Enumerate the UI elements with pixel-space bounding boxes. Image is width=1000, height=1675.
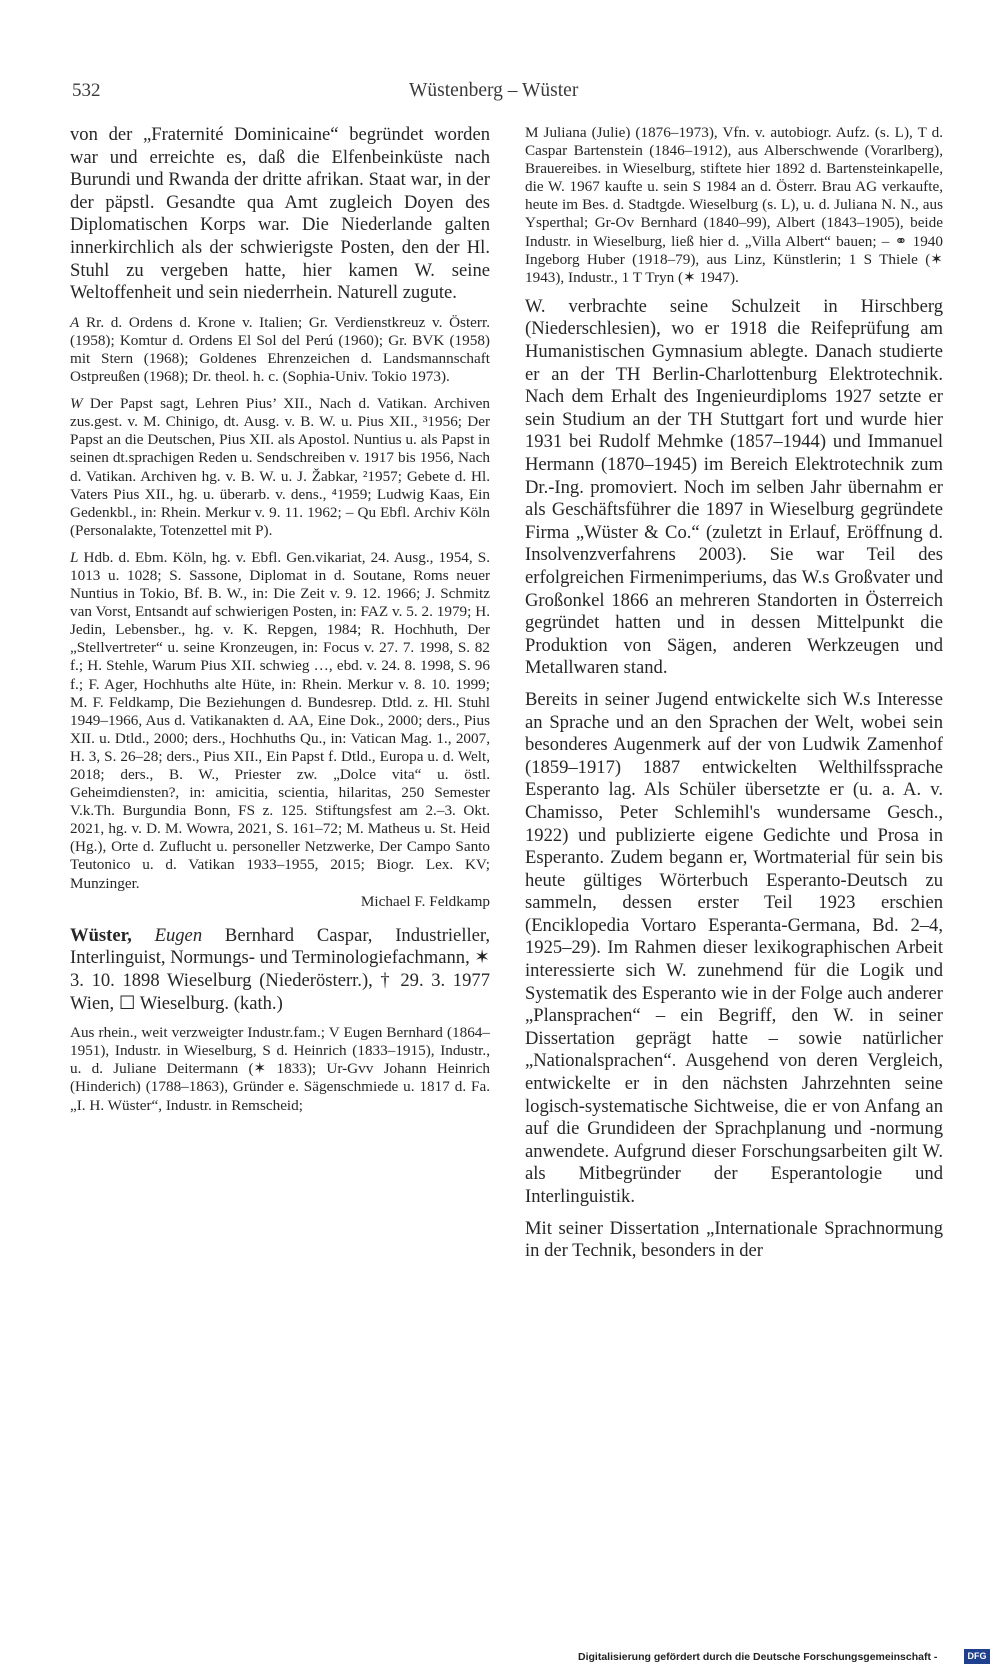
running-title: Wüstenberg – Wüster [409,80,579,101]
works-paragraph [70,395,490,540]
biography-paragraph-1: W. verbrachte seine Schulzeit in Hirschberg (Niederschlesien), wo er 1918 die Reifeprüfung am Humanistischen Gymnasium ablegte. Danach studierte er an der TH Berlin-Charlottenburg Elektrotechnik. Nach dem Erhalt des Ingenieurdiploms 1927 setzte er sein Studium an der TH Stuttgart fort und wurde hier 1931 bei Rudolf Mehmke (1857–1944) und Immanuel Hermann (1870–1945) im Bereich Elektrotechnik zum Dr.-Ing. promoviert. Noch im selben Jahr übernahm er als Geschäftsführer die 1897 in Wieselburg gegründete Firma „Wüster & Co.“ (zuletzt in Erlauf, Eröffnung d. Insolvenzverfahrens 2003). Sie war Teil des erfolgreichen Firmenimperiums, das W.s Großvater und Großonkel 1866 an mehreren Standorten in Österreich gegründet hatten und in dessen Mittelpunkt die Produktion von Sägen, anderen Werkzeugen und Metallwaren stand. [525,295,943,679]
left-column [70,124,490,1115]
biography-paragraph-3: Mit seiner Dissertation „Internationale Sprachnormung in der Technik, besonders in der [525,1217,943,1262]
works-text: Der Papst sagt, Lehren Pius’ XII., Nach d. Vatikan. Archiven zus.gest. v. M. Chinigo, dt. Ausg. v. B. W. u. Pius XII., ³1956; Der Papst an die Deutschen, Pius XII. als Apostol. Nuntius u. als Papst in seinen dt.sprachigen Reden u. Sendschreiben v. 1917 bis 1956, Nach d. Vatikan. Archiven hg. v. B. W. u. J. Žabkar, ²1957; Gebete d. Hl. Vaters Pius XII., hg. u. überarb. v. dens., ⁴1959; Ludwig Kaas, Ein Gedenkbl., in: Rhein. Merkur v. 9. 11. 1962; – Qu Ebfl. Archiv Köln (Personalakte, Totenzettel mit P). [70,395,490,539]
works-label: W [70,395,83,413]
awards-label: A [70,313,80,331]
dfg-logo-icon: DFG [964,1649,990,1664]
literature-label: L [70,548,79,566]
awards-text: Rr. d. Ordens d. Krone v. Italien; Gr. Verdienstkreuz v. Österr. (1958); Komtur d. Ordens El Sol del Perú (1960); Gr. BVK (1958) mit Stern (1968); Goldenes Ehrenzeichen d. Landsmannschaft Ostpreußen (1968); Dr. theol. h. c. (Sophia-Univ. Tokio 1973). [70,313,491,386]
article-author: Michael F. Feldkamp [360,892,490,910]
entry-details: Bernhard Caspar, Industrieller, Interlinguist, Normungs- und Terminologiefachmann, ✶ 3. 10. 1898 Wieselburg (Niederösterr.), † 29. 3. 1977 Wien, ☐ Wieselburg. (kath.) [70,924,490,1014]
right-column [525,124,943,1263]
page-number: 532 [72,80,101,101]
entry-given-name: Eugen [154,924,203,946]
biography-paragraph-2: Bereits in seiner Jugend entwickelte sich W.s Interesse an Sprache und an den Sprachen der Welt, wobei sein besonderes Augenmerk auf der von Ludwik Zamenhof (1859–1917) 1887 entwickelten Welthilfssprache Esperanto lag. Als Schüler übersetzte er (u. a. A. v. Chamisso, Peter Schlemihl's wundersame Gesch., 1922) und publizierte eigene Gedichte und Prosa in Esperanto. Zudem begann er, Wortmaterial für sein bis heute gültiges Wörterbuch Esperanto-Deutsch zu sammeln, dessen erster Teil 1923 erschien (Enciklopedia Vortaro Esperanta-Germana, Bd. 2–4, 1925–29). Im Rahmen dieser lexikographischen Arbeit interessierte sich W. zunehmend für die Logik und Systematik des Esperanto wie in der Folge auch anderer „Plansprachen“ – ein Begriff, den W. in seiner Dissertation geprägt hatte – sowie natürlicher „Nationalsprachen“. Ausgehend von deren Vergleich, entwickelte er in den nächsten Jahrzehnten seine logisch-systematische Sichtweise, die er von Anfang an auf die Grundideen der Sprachplanung und -normung anwendete. Aufgrund dieser Forschungsarbeiten gilt W. als Mitbegründer der Esperantologie und Interlinguistik. [525,688,943,1207]
page-header [72,80,612,106]
awards-paragraph [70,314,490,386]
page-footer [578,1649,990,1667]
literature-text: Hdb. d. Ebm. Köln, hg. v. Ebfl. Gen.vikariat, 24. Ausg., 1954, S. 1013 u. 1028; S. Sassone, Diplomat in d. Soutane, Roms neuer Nuntius in Tokio, Bf. B. W., in: Die Zeit v. 9. 12. 1966; J. Schmitz van Vorst, Entsandt auf schwierigen Posten, in: FAZ v. 5. 2. 1979; H. Jedin, Lebensber., hg. v. K. Repgen, 1984; R. Hochhuth, Der „Stellvertreter“ u. seine Kronzeugen, in: Focus v. 27. 7. 1998, S. 82 f.; H. Stehle, Warum Pius XII. schwieg …, ebd. v. 24. 8. 1998, S. 96 f.; F. Ager, Hochhuths alte Hüte, in: Rhein. Merkur v. 8. 10. 1999; M. F. Feldkamp, Die Beziehungen d. Bundesrep. Dtld. z. Hl. Stuhl 1949–1966, Aus d. Vatikanakten d. AA, Eine Dok., 2000; ders., Pius XII. u. Dtld., 2000; ders., Hochhuths Qu., in: Vatican Mag. 1., 2007, H. 3, S. 26–28; ders., Pius XII., Ein Papst f. Dtld., Europa u. d. Welt, 2018; ders., B. W., Priester zw. „Dolce vita“ u. östl. Geheimdiensten?, in: amicitia, scientia, hilaritas, 250 Semester V.k.Th. Burgundia Bonn, FS z. 125. Stiftungsfest am 2.–3. Okt. 2021, hg. v. D. M. Wowra, 2021, S. 161–72; M. Matheus u. St. Heid (Hg.), Orte d. Zuflucht u. personeller Netzwerke, Der Campo Santo Teutonico u. d. Vatikan 1933–1955, 2015; Biogr. Lex. KV; Munzinger. [70,548,490,892]
family-continued: M Juliana (Julie) (1876–1973), Vfn. v. autobiogr. Aufz. (s. L), T d. Caspar Bartenstein (1846–1912), aus Alberschwende (Vorarlberg), Brauereibes. in Wieselburg, stiftete hier 1892 d. Bartensteinkapelle, die W. 1967 kaufte u. sein S 1984 an d. Österr. Brau AG verkaufte, heute im Bes. d. Stadtgde. Wieselburg (s. L), u. d. Juliana N. N., aus Ysperthal; Gr-Ov Bernhard (1840–99), Albert (1843–1905), beide Industr. in Wieselburg, ließ hier d. „Villa Albert“ bauen; – ⚭ 1940 Ingeborg Huber (1918–79), aus Linz, Künstlerin; 1 S Thiele (✶ 1943), Industr., 1 T Tryn (✶ 1947). [525,124,943,286]
entry-heading [70,925,490,1015]
intro-paragraph: von der „Fraternité Dominicaine“ begründet worden war und erreichte es, daß die Elfenbeinküste nach Burundi und Rwanda der dritte afrikan. Staat war, in der der päpstl. Gesandte qua Amt zugleich Doyen des Diplomatischen Korps war. Die Niederlande galten innerkirchlich als der schwierigste Posten, den der Hl. Stuhl zu vergeben hatte, hier kamen W. seine Weltoffenheit und sein niederrhein. Naturell zugute. [70,124,490,304]
family-paragraph: Aus rhein., weit verzweigter Industr.fam.; V Eugen Bernhard (1864–1951), Industr. in Wieselburg, S d. Heinrich (1833–1915), Industr., u. d. Juliane Deitermann (✶ 1833); Ur-Gvv Johann Heinrich (Hinderich) (1788–1863), Gründer e. Sägenschmiede u. 1817 d. Fa. „I. H. Wüster“, Industr. in Remscheid; [70,1024,490,1114]
literature-paragraph [70,549,490,893]
entry-name: Wüster, [70,924,132,946]
funding-notice: Digitalisierung gefördert durch die Deutsche Forschungsgemeinschaft - [578,1651,938,1663]
